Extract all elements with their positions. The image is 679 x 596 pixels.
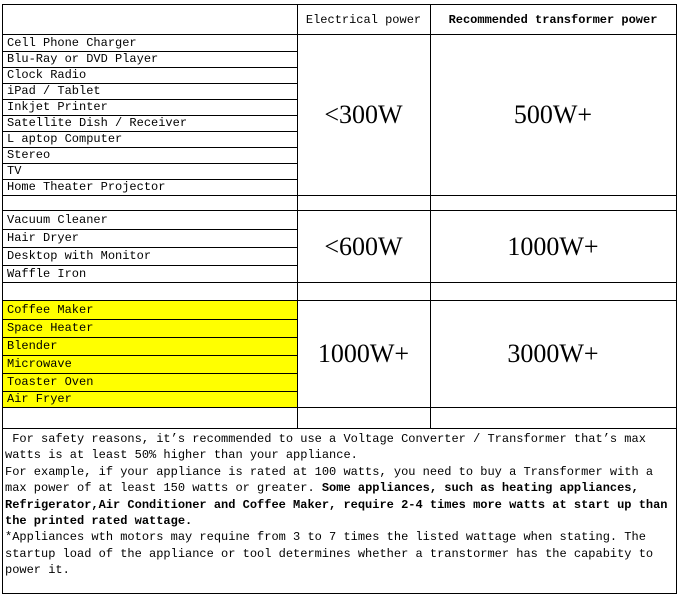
appliance-cell: Satellite Dish / Receiver <box>7 116 188 130</box>
appliance-cell: Clock Radio <box>7 68 87 82</box>
grid-line <box>2 593 677 594</box>
grid-line <box>2 147 297 148</box>
appliance-cell-highlighted: Microwave <box>2 355 297 373</box>
grid-line <box>2 319 297 320</box>
appliance-cell-highlighted: Coffee Maker <box>2 301 297 319</box>
recommended-power-value: 3000W+ <box>507 339 599 368</box>
grid-line <box>2 179 297 180</box>
grid-line <box>2 4 3 594</box>
appliance-cell: iPad / Tablet <box>7 84 101 98</box>
appliance-cell: Vacuum Cleaner <box>7 213 108 227</box>
grid-line <box>2 391 297 392</box>
recommended-power-value: 500W+ <box>513 100 593 129</box>
grid-line <box>430 4 431 429</box>
grid-line <box>676 4 677 594</box>
appliance-cell: Stereo <box>7 148 51 162</box>
grid-line <box>2 300 677 301</box>
grid-line <box>2 131 297 132</box>
note-paragraph: For safety reasons, it’s recommended to use a Voltage Converter / Transformer that’s max watts is at least 50% higher than your appliance. <box>5 432 654 463</box>
grid-line <box>2 337 297 338</box>
safety-notes <box>5 431 673 579</box>
appliance-cell: Waffle Iron <box>7 266 87 281</box>
electrical-power-value: <300W <box>324 100 403 129</box>
note-paragraph <box>5 464 673 530</box>
header-recommended-power: Recommended transformer power <box>448 12 658 27</box>
appliance-cell: L aptop Computer <box>7 132 123 146</box>
grid-line <box>2 67 297 68</box>
header-electrical-power: Electrical power <box>305 12 422 27</box>
grid-line <box>2 229 297 230</box>
appliance-cell-highlighted: Space Heater <box>2 319 297 337</box>
appliance-cell: TV <box>7 164 22 178</box>
grid-line <box>2 210 677 211</box>
grid-line <box>2 115 297 116</box>
grid-line <box>2 34 677 35</box>
grid-line <box>2 373 297 374</box>
appliance-cell: Home Theater Projector <box>7 180 166 194</box>
grid-line <box>2 407 677 408</box>
grid-line <box>2 355 297 356</box>
grid-line <box>2 282 677 283</box>
electrical-power-value: <600W <box>324 231 403 261</box>
grid-line <box>2 247 297 248</box>
appliance-cell: Cell Phone Charger <box>7 36 137 50</box>
appliance-cell-highlighted: Toaster Oven <box>2 373 297 391</box>
appliance-cell: Desktop with Monitor <box>7 249 152 263</box>
appliance-cell: Inkjet Printer <box>7 100 108 114</box>
grid-line <box>2 4 677 5</box>
electrical-power-value: 1000W+ <box>317 339 410 368</box>
note-bold-text: Some appliances, such as heating appliances, Refrigerator,Air Conditioner and Coffee Maker, require 2-4 times more watts at start up than the printed rated wattage. <box>5 481 675 529</box>
note-paragraph: *Appliances wth motors may requine from 3 to 7 times the listed wattage when stating. The startup load of the appliance or tool determines whether a transtormer has the capabity to power it. <box>5 530 661 578</box>
grid-line <box>2 83 297 84</box>
grid-line <box>297 4 298 429</box>
grid-line <box>2 51 297 52</box>
grid-line <box>2 195 677 196</box>
appliance-cell-highlighted: Air Fryer <box>2 391 297 407</box>
appliance-cell: Blu-Ray or DVD Player <box>7 52 159 66</box>
grid-line <box>2 99 297 100</box>
note-text: For example, if your appliance is rated at 100 watts, you need to buy a Transformer with a max power of at least 150 watts or greater. <box>5 464 661 496</box>
recommended-power-value: 1000W+ <box>507 231 599 261</box>
appliance-cell-highlighted: Blender <box>2 337 297 355</box>
appliance-cell: Hair Dryer <box>7 231 80 245</box>
grid-line <box>2 265 297 266</box>
grid-line <box>2 163 297 164</box>
grid-line <box>2 428 677 429</box>
